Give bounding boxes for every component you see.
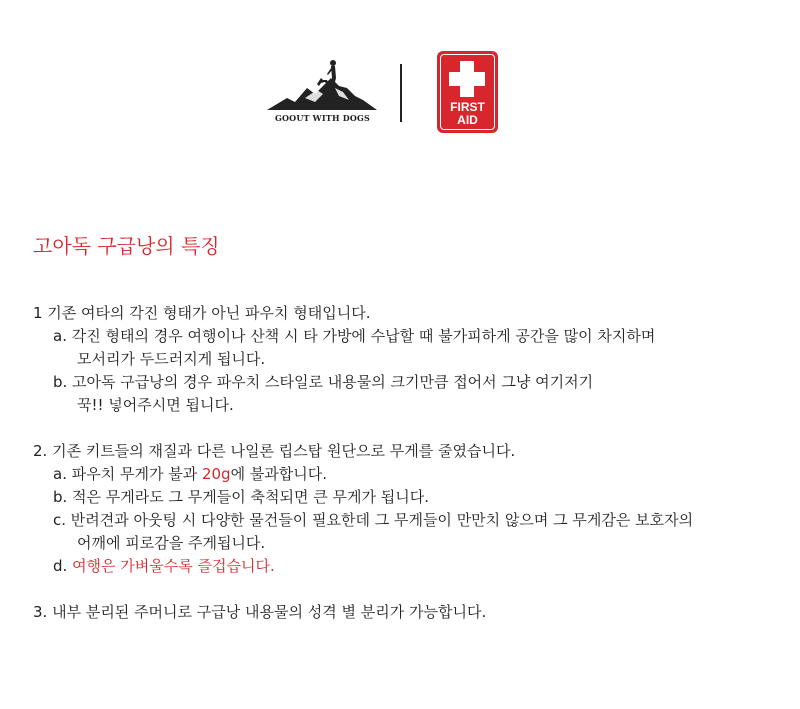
- feature-1a-line1: a. 각진 형태의 경우 여행이나 산책 시 타 가방에 수납할 때 불가피하게 공간을 많이 차지하며: [53, 327, 656, 345]
- header: [0, 0, 800, 160]
- weight-highlight: 20g: [201, 465, 231, 483]
- page-title: 고아독 구급낭의 특징: [33, 234, 220, 258]
- feature-2d: d. 여행은 가벼울수록 즐겁습니다.: [53, 557, 275, 575]
- feature-2c-line1: c. 반려견과 아웃팅 시 다양한 물건들이 필요한데 그 무게들이 만만치 않으며 그 무게감은 보호자의: [53, 511, 694, 529]
- feature-3-heading: 3. 내부 분리된 주머니로 구급낭 내용물의 성격 별 분리가 가능합니다.: [33, 603, 487, 621]
- first-aid-text-line1: FIRST: [450, 100, 485, 114]
- first-aid-logo: [437, 51, 498, 133]
- first-aid-text-line2: AID: [457, 113, 478, 127]
- feature-1b-line1: b. 고아독 구급낭의 경우 파우치 스타일로 내용물의 크기만큼 접어서 그냥 여기저기: [53, 373, 594, 391]
- mountain-hiker-icon: [265, 58, 380, 113]
- feature-2-heading: 2. 기존 키트들의 재질과 다른 나일론 립스탑 원단으로 무게를 줄였습니다.: [33, 442, 516, 460]
- feature-1b-line2: 꾹!! 넣어주시면 됩니다.: [77, 396, 234, 414]
- feature-2c-line2: 어깨에 피로감을 주게됩니다.: [77, 534, 266, 552]
- logo-divider: [400, 64, 402, 122]
- feature-1a-line2: 모서리가 두드러지게 됩니다.: [77, 350, 266, 368]
- features-list: [33, 302, 773, 624]
- goout-logo-text: GOOUT WITH DOGS: [274, 113, 371, 123]
- feature-2d-highlight: 여행은 가벼울수록 즐겁습니다.: [72, 557, 275, 575]
- goout-with-dogs-logo: [265, 58, 380, 128]
- feature-1-heading: 1 기존 여타의 각진 형태가 아닌 파우치 형태입니다.: [33, 304, 371, 322]
- feature-2b: b. 적은 무게라도 그 무게들이 축척되면 큰 무게가 됩니다.: [53, 488, 429, 506]
- feature-2a: a. 파우치 무게가 불과 20g에 불과합니다.: [53, 465, 328, 483]
